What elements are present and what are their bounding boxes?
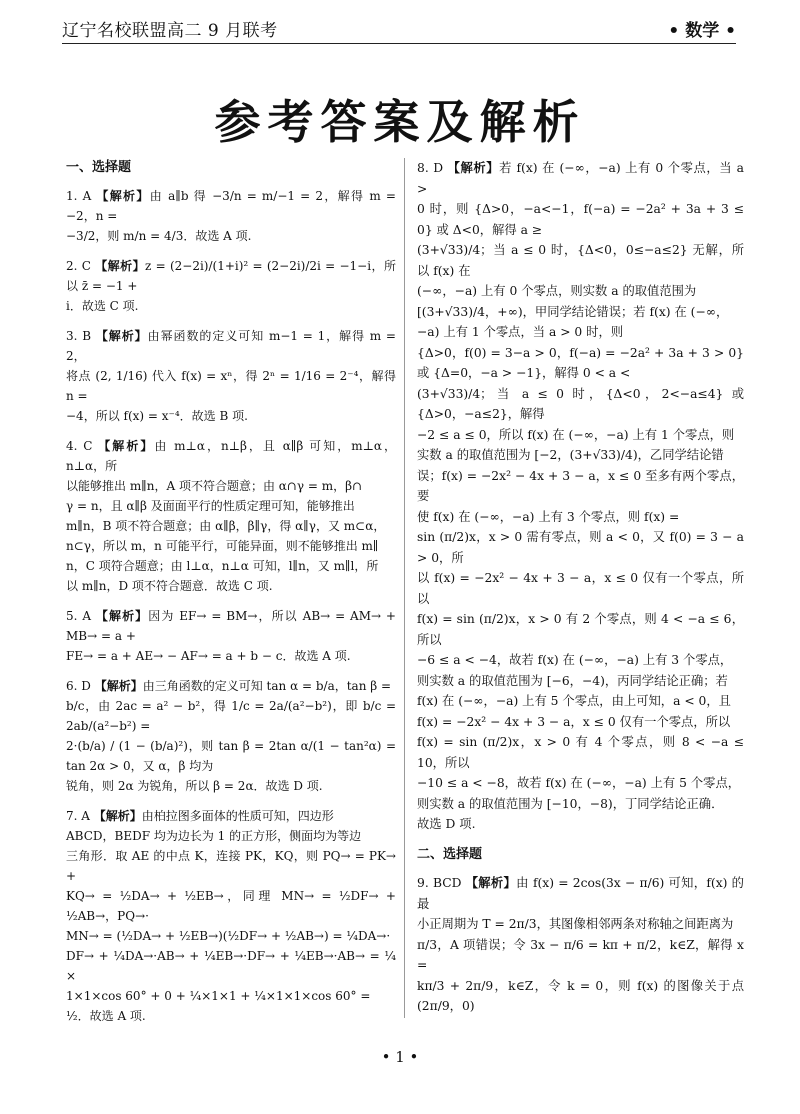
analysis-tag: 【解析】 bbox=[94, 679, 143, 693]
solution-line: 以 f(x) = −2x² − 4x + 3 − a，x ≤ 0 仅有一个零点，所以 bbox=[417, 571, 744, 606]
solution-text-line bbox=[417, 794, 744, 815]
solution-line: MN→ = (½DA→ + ½EB→)(½DF→ + ½AB→) = ¼DA→· bbox=[66, 929, 391, 943]
solution-text-line bbox=[66, 736, 396, 776]
solution-line: [(3+√33)/4，+∞)，甲同学结论错误；若 f(x) 在 (−∞， bbox=[417, 304, 729, 319]
answer-number: 2. C bbox=[66, 259, 91, 273]
solution-text-line bbox=[66, 436, 396, 476]
analysis-tag: 【解析】 bbox=[98, 439, 155, 453]
solution-text-line bbox=[66, 186, 396, 226]
page-header bbox=[62, 14, 736, 40]
solution-text-line bbox=[66, 926, 396, 946]
analysis-tag: 【解析】 bbox=[95, 609, 149, 623]
answer-number: 7. A bbox=[66, 809, 90, 823]
analysis-tag: 【解析】 bbox=[447, 161, 500, 175]
solution-line: i．故选 C 项. bbox=[66, 299, 139, 313]
solution-line: −3/2，则 m/n = 4/3．故选 A 项. bbox=[66, 229, 252, 243]
solution-text-line bbox=[66, 826, 396, 846]
solution-text-line bbox=[66, 696, 396, 736]
analysis-tag: 【解析】 bbox=[96, 189, 150, 203]
analysis-tag: 【解析】 bbox=[93, 809, 142, 823]
solution-line: ½．故选 A 项. bbox=[66, 1009, 146, 1023]
solution-line: 由 f(x) = 2cos(3x − π/6) 可知，f(x) 的最 bbox=[417, 876, 744, 911]
solution-text-line bbox=[417, 425, 744, 446]
solution-line: 由三角函数的定义可知 tan α = b/a，tan β = bbox=[142, 679, 392, 693]
solution-text-line bbox=[66, 556, 396, 576]
answer-number: 3. B bbox=[66, 329, 92, 343]
solution-line: 误；f(x) = −2x² − 4x + 3 − a，x ≤ 0 至多有两个零点，要 bbox=[417, 468, 744, 503]
solution-text-line bbox=[417, 527, 744, 568]
solution-line: 以 m∥n，D 项不符合题意．故选 C 项. bbox=[66, 579, 273, 593]
answer-item-7 bbox=[66, 806, 396, 1026]
solution-text-line bbox=[66, 1006, 396, 1026]
solution-text-line bbox=[66, 646, 396, 666]
solution-text-line bbox=[66, 676, 396, 696]
solution-line: ABCD，BEDF 均为边长为 1 的正方形，侧面均为等边 bbox=[66, 829, 362, 843]
solution-text-line bbox=[417, 732, 744, 773]
solution-line: n，C 项符合题意；由 l⊥α，n⊥α 可知，l∥n，又 m∥l，所 bbox=[66, 559, 379, 573]
solution-text-line bbox=[417, 671, 744, 692]
solution-text-line bbox=[417, 384, 744, 425]
solution-text-line bbox=[417, 302, 744, 323]
solution-text-line bbox=[417, 609, 744, 650]
solution-text-line bbox=[66, 476, 396, 496]
answer-number: 5. A bbox=[66, 609, 92, 623]
solution-text-line bbox=[417, 773, 744, 794]
solution-text-line bbox=[66, 776, 396, 796]
solution-line: f(x) = −2x² − 4x + 3 − a，x ≤ 0 仅有一个零点，所以 bbox=[417, 714, 731, 729]
left-column bbox=[66, 158, 396, 1036]
solution-line: 2·(b/a) / (1 − (b/a)²)，则 tan β = 2tan α/(1 − tan²α) = tan 2α > 0，又 α，β 均为 bbox=[66, 739, 396, 773]
solution-text-line bbox=[66, 406, 396, 426]
solution-line: DF→ + ¼DA→·AB→ + ¼EB→·DF→ + ¼EB→·AB→ = ¼ × bbox=[66, 949, 396, 983]
solution-line: 由 a∥b 得 −3/n = m/−1 = 2，解得 m = −2，n = bbox=[66, 189, 396, 223]
solution-text-line bbox=[66, 606, 396, 646]
answer-item-2 bbox=[66, 256, 396, 316]
column-divider bbox=[404, 158, 405, 1018]
solution-line: 1×1×cos 60° + 0 + ¼×1×1 + ¼×1×1×cos 60° = bbox=[66, 989, 371, 1003]
solution-line: 由 m⊥α，n⊥β，且 α∥β 可知，m⊥α，n⊥α，所 bbox=[66, 439, 396, 473]
solution-line: sin (π/2)x，x > 0 需有零点，则 a < 0，又 f(0) = 3 − a > 0，所 bbox=[417, 530, 744, 565]
answer-item-4 bbox=[66, 436, 396, 596]
analysis-tag: 【解析】 bbox=[465, 876, 517, 890]
solution-line: z = (2−2i)/(1+i)² = (2−2i)/2i = −1−i，所以 z̄ = −1 + bbox=[66, 259, 396, 293]
solution-text-line bbox=[417, 568, 744, 609]
solution-text-line bbox=[66, 946, 396, 986]
header-subject: • 数学 • bbox=[668, 21, 736, 41]
solution-line: −6 ≤ a < −4，故若 f(x) 在 (−∞，−a) 上有 3 个零点， bbox=[417, 653, 733, 667]
answer-item-5 bbox=[66, 606, 396, 666]
header-rule bbox=[62, 43, 736, 44]
solution-text-line bbox=[417, 691, 744, 712]
solution-line: (3+√33)/4；当 a ≤ 0 时，{Δ<0，0≤−a≤2} 无解，所以 f(x) 在 bbox=[417, 243, 744, 278]
solution-line: 由柏拉图多面体的性质可知，四边形 bbox=[141, 809, 334, 823]
solution-text-line bbox=[417, 158, 744, 199]
solution-line: 锐角，则 2α 为锐角，所以 β = 2α．故选 D 项. bbox=[66, 779, 323, 793]
solution-text-line bbox=[417, 322, 744, 343]
answer-item-3 bbox=[66, 326, 396, 426]
solution-text-line bbox=[417, 199, 744, 240]
solution-text-line bbox=[417, 466, 744, 507]
solution-text-line bbox=[417, 873, 744, 914]
solution-text-line bbox=[417, 507, 744, 528]
solution-text-line bbox=[66, 986, 396, 1006]
solution-line: (3+√33)/4；当 a ≤ 0 时，{Δ<0，2<−a≤4} 或 {Δ>0，−a≤2}，解得 bbox=[417, 386, 744, 421]
solution-line: 实数 a 的取值范围为 [−2，(3+√33)/4)，乙同学结论错 bbox=[417, 448, 724, 462]
solution-text-line bbox=[66, 496, 396, 516]
answer-item-8 bbox=[417, 158, 744, 835]
solution-line: −4，所以 f(x) = x⁻⁴．故选 B 项. bbox=[66, 409, 248, 423]
solution-text-line bbox=[66, 516, 396, 536]
solution-line: 使 f(x) 在 (−∞，−a) 上有 3 个零点，则 f(x) = bbox=[417, 509, 680, 524]
page-title: 参考答案及解析 bbox=[214, 95, 586, 149]
section-heading-2: 二、选择题 bbox=[417, 846, 483, 862]
solution-line: KQ→ = ½DA→ + ½EB→，同理 MN→ = ½DF→ + ½AB→，PQ→· bbox=[66, 889, 396, 923]
solution-line: f(x) = sin (π/2)x，x > 0 有 2 个零点，则 4 < −a ≤ 6，所以 bbox=[417, 612, 744, 647]
solution-text-line bbox=[66, 536, 396, 556]
solution-text-line bbox=[417, 712, 744, 733]
answer-number: 8. D bbox=[417, 161, 444, 175]
solution-text-line bbox=[417, 914, 744, 935]
solution-line: {Δ>0，f(0) = 3−a > 0，f(−a) = −2a² + 3a + 3 > 0} 或 {Δ=0，−a > −1}，解得 0 < a < bbox=[417, 345, 744, 380]
solution-text-line bbox=[417, 445, 744, 466]
analysis-tag: 【解析】 bbox=[95, 329, 148, 343]
section-heading-1: 一、选择题 bbox=[66, 160, 132, 175]
solution-line: 若 f(x) 在 (−∞，−a) 上有 0 个零点，当 a > bbox=[417, 161, 744, 196]
solution-text-line bbox=[417, 343, 744, 384]
solution-line: 三角形．取 AE 的中点 K，连接 PK，KQ，则 PQ→ = PK→ + bbox=[66, 849, 396, 883]
solution-line: π/3，A 项错误；令 3x − π/6 = kπ + π/2，k∈Z，解得 x = bbox=[417, 937, 744, 972]
answer-number: 1. A bbox=[66, 189, 92, 203]
solution-line: −a) 上有 1 个零点，当 a > 0 时，则 bbox=[417, 325, 624, 339]
answer-number: 4. C bbox=[66, 439, 93, 453]
solution-text-line bbox=[417, 976, 744, 1017]
solution-text-line bbox=[66, 806, 396, 826]
solution-text-line bbox=[66, 846, 396, 886]
solution-line: 则实数 a 的取值范围为 [−6，−4)，丙同学结论正确；若 bbox=[417, 673, 728, 688]
solution-line: FE→ = a + AE→ − AF→ = a + b − c．故选 A 项. bbox=[66, 649, 351, 663]
solution-text-line bbox=[66, 296, 396, 316]
solution-line: kπ/3 + 2π/9，k∈Z，令 k = 0，则 f(x) 的图像关于点 (2π/9，0) bbox=[417, 978, 744, 1013]
solution-line: f(x) 在 (−∞，−a) 上有 5 个零点，由上可知，a < 0，且 bbox=[417, 694, 731, 708]
solution-text-line bbox=[66, 226, 396, 246]
answer-item-9 bbox=[417, 873, 744, 1017]
solution-line: 由幂函数的定义可知 m−1 = 1，解得 m = 2， bbox=[66, 329, 396, 363]
solution-text-line bbox=[66, 366, 396, 406]
solution-text-line bbox=[417, 650, 744, 671]
solution-text-line bbox=[417, 281, 744, 302]
solution-line: −10 ≤ a < −8，故若 f(x) 在 (−∞，−a) 上有 5 个零点， bbox=[417, 776, 741, 790]
answer-item-6 bbox=[66, 676, 396, 796]
solution-line: 因为 EF→ = BM→，所以 AB→ = AM→ + MB→ = a + bbox=[66, 609, 396, 643]
right-column bbox=[417, 158, 744, 1027]
solution-text-line bbox=[66, 326, 396, 366]
solution-line: (−∞，−a) 上有 0 个零点，则实数 a 的取值范围为 bbox=[417, 284, 697, 298]
answer-number: 6. D bbox=[66, 679, 91, 693]
header-exam-name: 辽宁名校联盟高二 9 月联考 bbox=[62, 21, 278, 41]
solution-text-line bbox=[417, 240, 744, 281]
solution-text-line bbox=[66, 576, 396, 596]
solution-text-line bbox=[417, 935, 744, 976]
solution-text-line bbox=[417, 814, 744, 835]
solution-line: 小正周期为 T = 2π/3，其图像相邻两条对称轴之间距离为 bbox=[417, 917, 734, 931]
solution-line: −2 ≤ a ≤ 0，所以 f(x) 在 (−∞，−a) 上有 1 个零点，则 bbox=[417, 427, 735, 442]
solution-line: n⊂γ，所以 m，n 可能平行，可能异面，则不能够推出 m∥ bbox=[66, 539, 379, 553]
page-number: • 1 • bbox=[381, 1048, 419, 1066]
solution-line: 故选 D 项. bbox=[417, 817, 476, 831]
solution-text-line bbox=[66, 886, 396, 926]
solution-line: 0 时，则 {Δ>0，−a<−1，f(−a) = −2a² + 3a + 3 ≤ 0} 或 Δ<0，解得 a ≥ bbox=[417, 202, 744, 237]
solution-line: γ = n，且 α∥β 及面面平行的性质定理可知，能够推出 bbox=[66, 499, 355, 513]
solution-line: 将点 (2, 1/16) 代入 f(x) = xⁿ，得 2ⁿ = 1/16 = 2⁻⁴，解得 n = bbox=[66, 369, 396, 403]
solution-text-line bbox=[66, 256, 396, 296]
solution-line: f(x) = sin (π/2)x，x > 0 有 4 个零点，则 8 < −a ≤ 10，所以 bbox=[417, 735, 744, 770]
answer-number: 9. BCD bbox=[417, 876, 462, 890]
analysis-tag: 【解析】 bbox=[95, 259, 146, 273]
solution-line: b/c，由 2ac = a² − b²，得 1/c = 2a/(a²−b²)，即 b/c = 2ab/(a²−b²) = bbox=[66, 699, 396, 733]
answer-item-1 bbox=[66, 186, 396, 246]
solution-line: 以能够推出 m∥n，A 项不符合题意；由 α∩γ = m，β∩ bbox=[66, 479, 363, 493]
solution-line: m∥n，B 项不符合题意；由 α∥β，β∥γ，得 α∥γ，又 m⊂α， bbox=[66, 519, 386, 533]
solution-line: 则实数 a 的取值范围为 [−10，−8)，丁同学结论正确． bbox=[417, 796, 724, 811]
